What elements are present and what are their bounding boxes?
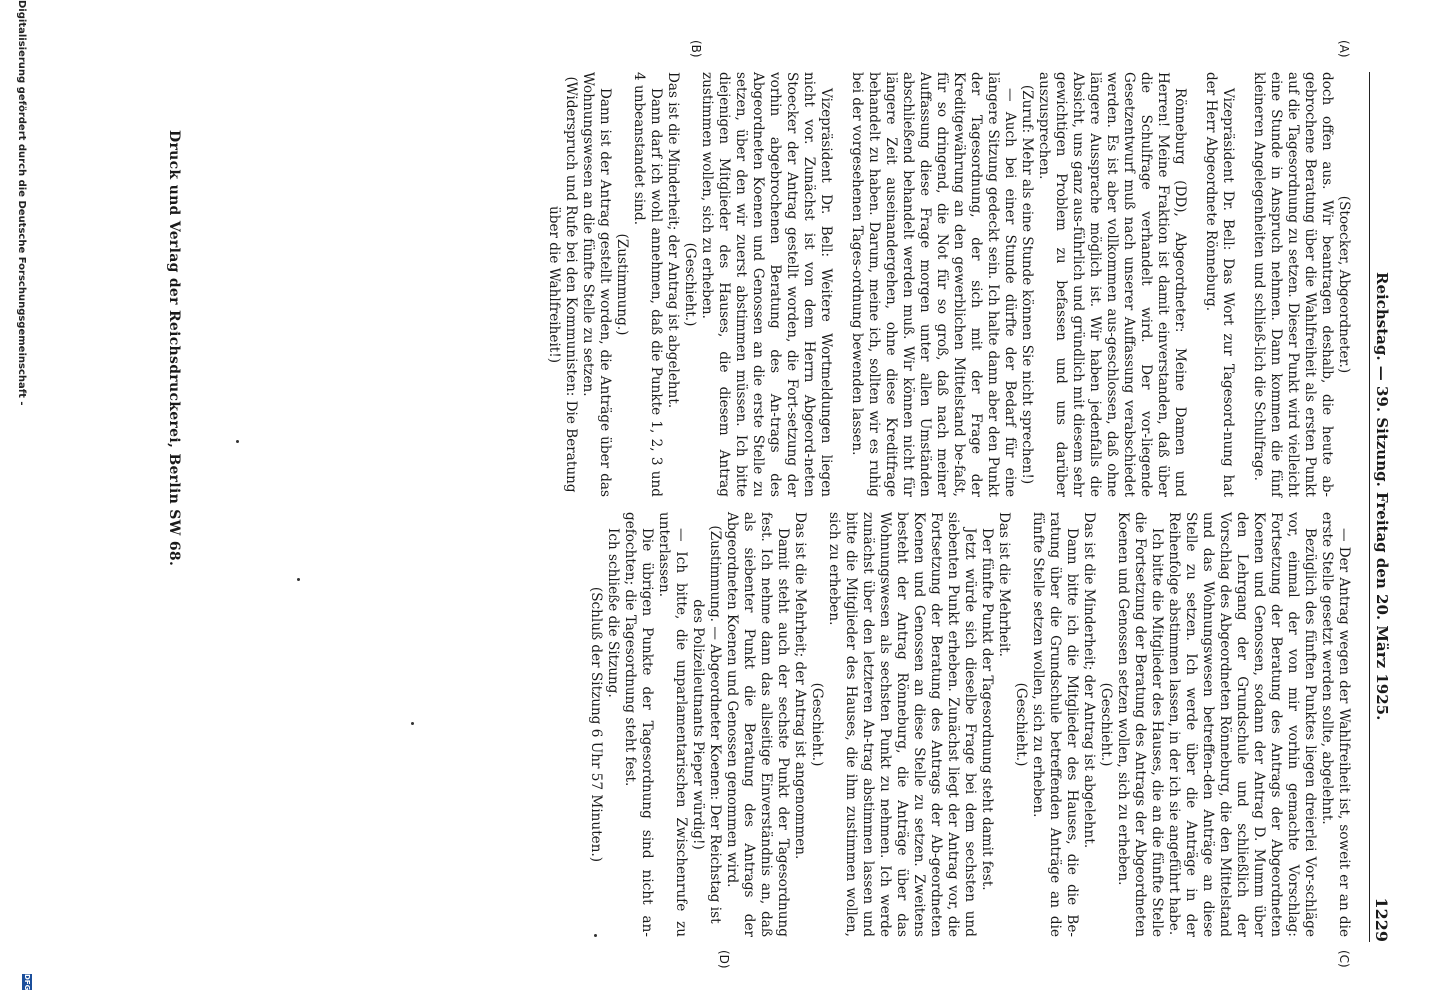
margin-mark-a: (A) <box>1337 40 1351 58</box>
session-end-note: (Schluß der Sitzung 6 Uhr 57 Minuten.) <box>588 586 604 863</box>
paragraph: — Der Antrag wegen der Wahlfreiheit ist, soweit er an die erste Stelle gesetzt werden sollte, abgelehnt. <box>1319 512 1352 937</box>
scan-speck <box>297 578 300 581</box>
left-column <box>545 72 1352 497</box>
interjection: (Widerspruch und Rufe bei den Kommunisten: Die Beratung über die Wahlfreiheit!) <box>546 76 579 493</box>
paragraph: Damit steht auch der sechste Punkt der Tagesordnung fest. Ich nehme dann das allseitige Einverständnis an, daß als siebenter Punkt die Beratung des Antrags der Abgeordneten Koenen und Genossen genommen wird. <box>724 512 791 937</box>
paragraph: Ich bitte die Mitglieder des Hauses, die an die fünfte Stelle die Fortsetzung der Beratung des Antrags der Abgeordneten Koenen und Genossen setzen wollen, sich zu erheben. <box>1115 512 1165 937</box>
interjection: (Zustimmung. — Abgeordneter Koenen: Der Reichstag ist des Polizeileutnants Pieper würdig!) <box>690 525 723 924</box>
paragraph: Das ist die Mehrheit; der Antrag ist angenommen. <box>792 512 808 860</box>
paragraph: Der fünfte Punkt der Tagesordnung steht damit fest. <box>979 528 995 891</box>
scan-speck <box>594 934 597 937</box>
paragraph: Das ist die Minderheit; der Antrag ist abgelehnt. <box>1081 512 1097 849</box>
interjection: (Zuruf: Mehr als eine Stunde können Sie nicht sprechen!) <box>1019 84 1035 485</box>
stage-note: (Geschieht.) <box>1013 682 1029 767</box>
paragraph: — Auch bei einer Stunde dürfte der Bedarf für eine längere Sitzung gedeckt sein. Ich halte dann aber den Punkt der Tagesordnung, der sich mit der Frage der Kreditgewährung an den gewerblichen Mittelstand be-faßt, für so dringend, die Not für so groß, daß nach meiner Auffassung diese Frage morgen unter allen Umständen abschließend behandelt werden muß. Wir können nicht für längere Zeit auseinandergehen, ohne diese Kreditfrage behandelt zu haben. Darum, meine ich, sollten wir es ruhig bei der vorgesehenen Tages-ordnung bewenden lassen. <box>849 72 1018 497</box>
paragraph: Das ist die Minderheit; der Antrag ist abgelehnt. <box>665 72 681 409</box>
digitization-credit <box>13 0 30 1000</box>
speaker-continuation: (Stoecker, Abgeordneter.) <box>1336 195 1352 374</box>
paragraph: Das ist die Mehrheit. <box>996 512 1012 657</box>
stage-note: (Geschieht.) <box>809 682 825 767</box>
page-number: 1229 <box>1372 897 1391 942</box>
header-date: Freitag den 20. März 1925. <box>1373 492 1391 721</box>
paragraph: Vizepräsident Dr. Bell: Das Wort zur Tagesord-nung hat der Herr Abgeordnete Rönneburg. <box>1203 72 1236 497</box>
paragraph: doch offen aus. Wir beantragen deshalb, die heute ab-gebrochene Beratung über die Wahlfreiheit als ersten Punkt auf die Tagesordnung zu setzen. Dieser Punkt wird vielleicht eine Stunde in Anspruch nehmen. Dann kommen die fünf kleineren Angelegenheiten und schließ-lich die Schulfrage. <box>1251 72 1335 497</box>
stage-note: (Geschieht.) <box>1098 682 1114 767</box>
paragraph: Die übrigen Punkte der Tagesordnung sind nicht an-gefochten; die Tagesordnung steht fest. <box>622 512 655 937</box>
dfg-logo: DFG <box>23 974 31 991</box>
right-column <box>587 512 1352 937</box>
margin-mark-d: (D) <box>717 950 731 969</box>
credit-text: Digitalisierung gefördert durch die Deutsche Forschungsgemeinschaft - <box>16 0 27 406</box>
scan-speck <box>411 722 414 725</box>
paragraph: Dann bitte ich die Mitglieder des Hauses, die die Be-ratung über die Grundschule betreffenden Anträge an die fünfte Stelle setzen wollen, sich zu erheben. <box>1030 512 1080 937</box>
margin-mark-c: (C) <box>1337 950 1351 968</box>
paragraph: — Ich bitte, die unparlamentarischen Zwischenrufe zu unterlassen. <box>656 512 689 937</box>
paragraph: Vizepräsident Dr. Bell: Weitere Wortmeldungen liegen nicht vor. Zunächst ist von dem Herrn Abgeord-neten Stoecker der Antrag gestellt worden, die Fort-setzung der vorhin abgebrochenen Beratung des An-trags des Abgeordneten Koenen und Genossen an die erste Stelle zu setzen, über den wir zuerst abstimmen müssen. Ich bitte diejenigen Mitglieder des Hauses, die diesem Antrag zustimmen wollen, sich zu erheben. <box>699 72 834 497</box>
paragraph: Rönneburg (DD), Abgeordneter: Meine Damen und Herren! Meine Fraktion ist damit einverstanden, daß über die Schulfrage verhandelt wird. Der vor-liegende Gesetzentwurf muß nach unserer Auffassung verabschiedet werden. Es ist aber vollkommen aus-geschlossen, daß ohne längere Aussprache möglich ist. Wir haben jedenfalls die Absicht, uns ganz aus-führlich und gründlich mit diesem sehr gewichtigen Problem zu befassen und uns darüber auszusprechen. <box>1036 72 1188 497</box>
margin-mark-b: (B) <box>689 40 703 58</box>
header-left: Reichstag. — 39. Sitzung. <box>1373 272 1391 487</box>
paragraph: Ich schließe die Sitzung. <box>605 528 621 698</box>
scan-speck <box>236 440 239 443</box>
paragraph: Bezüglich des fünften Punktes liegen dreierlei Vor-schläge vor, einmal der von mir vorhin gemachte Vorschlag: Fortsetzung der Beratung des Antrags der Abgeordneten Koenen und Genossen, sodann der Antrag D. Mumm über den Lehrgang der Grundschule und schließlich der Vorschlag des Abgeordneten Rönneburg, die den Mittelstand und das Wohnungswesen betreffen-den Anträge an diese Stelle zu setzen. Ich werde über die Anträge in der Reihenfolge abstimmen lassen, in der ich sie angeführt habe. <box>1166 512 1318 937</box>
paragraph: Dann ist der Antrag gestellt worden, die Anträge über das Wohnungswesen an die fünfte Stelle zu setzen. <box>580 72 613 497</box>
page-header <box>1369 72 1394 942</box>
stage-note: (Geschieht.) <box>682 242 698 327</box>
paragraph: Jetzt würde sich dieselbe Frage bei dem sechsten und siebenten Punkt erheben. Zunächst liegt der Antrag vor, die Fortsetzung der Beratung des Antrags der Ab-geordneten Koenen und Genossen an diese Stelle zu setzen. Zweitens besteht der Antrag Rönneburg, die Anträge über das Wohnungswesen als sechsten Punkt zu nehmen. Ich werde zunächst über den letzteren An-trag abstimmen lassen und bitte die Mitglieder des Hauses, die ihm zustimmen wollen, sich zu erheben. <box>826 512 978 937</box>
paragraph: Dann darf ich wohl annehmen, daß die Punkte 1, 2, 3 und 4 unbeanstandet sind. <box>631 72 664 497</box>
printer-imprint: Druck und Verlag der Reichsdruckerei, Berlin SW 68. <box>166 130 182 567</box>
stage-note: (Zustimmung.) <box>614 233 630 336</box>
